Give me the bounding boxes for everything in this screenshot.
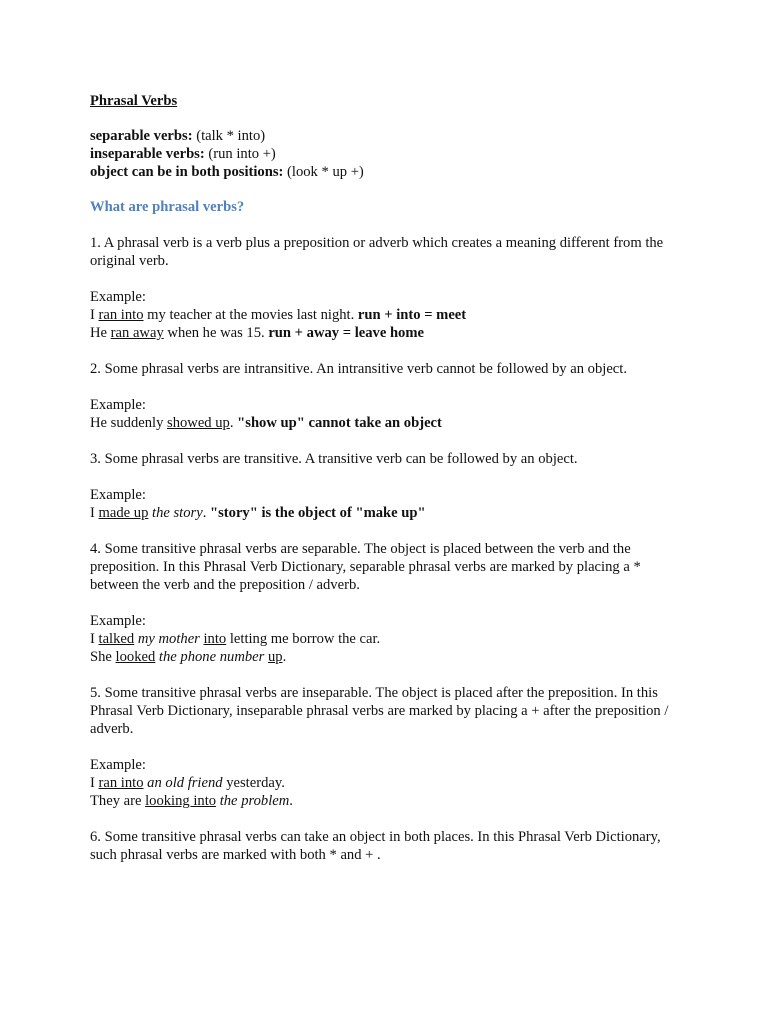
section-heading: What are phrasal verbs? (90, 199, 245, 215)
legend-both (90, 163, 690, 181)
page-title (90, 92, 690, 110)
text-span: run + away = leave home (268, 325, 424, 341)
example-line (90, 414, 690, 432)
text-span: letting me borrow the car. (226, 631, 381, 647)
example-label: Example: (90, 613, 146, 629)
text-span: She (90, 649, 116, 665)
text-span: into (203, 631, 227, 647)
text-span: showed up (167, 415, 230, 431)
paragraph-4: 4. Some transitive phrasal verbs are separable. The object is placed between the verb and the preposition. In this Phrasal Verb Dictionary, separable phrasal verbs are marked by placing a * between the verb and the preposition / adverb. (90, 541, 641, 593)
text-span: I (90, 505, 99, 521)
example-label: Example: (90, 757, 146, 773)
example-line (90, 792, 690, 810)
text-span: He (90, 325, 111, 341)
text-span: (run into +) (208, 146, 276, 162)
text-span: an old friend (143, 775, 223, 791)
legend-separable (90, 127, 690, 145)
text-span: my teacher at the movies last night. (143, 307, 358, 323)
text-span: made up (98, 505, 149, 521)
paragraph-2: 2. Some phrasal verbs are intransitive. An intransitive verb cannot be followed by an object. (90, 361, 627, 377)
text-span: talked (98, 631, 135, 647)
text-span: inseparable verbs: (90, 146, 205, 162)
example-line (90, 306, 690, 324)
text-span: I (90, 307, 99, 323)
text-span: yesterday. (222, 775, 285, 791)
text-span: my mother (134, 631, 204, 647)
text-span: Phrasal Verbs (90, 93, 178, 109)
paragraph-3: 3. Some phrasal verbs are transitive. A transitive verb can be followed by an object. (90, 451, 578, 467)
text-span: looked (115, 649, 156, 665)
text-span: the phone number (155, 649, 268, 665)
paragraph-5: 5. Some transitive phrasal verbs are inseparable. The object is placed after the preposition. In this Phrasal Verb Dictionary, inseparable phrasal verbs are marked by placing a + after the preposition / adverb. (90, 685, 669, 737)
paragraph-6: 6. Some transitive phrasal verbs can take an object in both places. In this Phrasal Verb Dictionary, such phrasal verbs are marked with both * and + . (90, 829, 661, 863)
text-span: I (90, 631, 99, 647)
text-span: . (229, 415, 238, 431)
text-span: run + into = meet (357, 307, 467, 323)
document-content (90, 92, 690, 864)
example-line (90, 324, 690, 342)
text-span: . (202, 505, 210, 521)
example-label: Example: (90, 397, 146, 413)
text-span: the story (148, 505, 203, 521)
text-span: up (267, 649, 283, 665)
text-span: . (282, 649, 287, 665)
example-label: Example: (90, 487, 146, 503)
paragraph-1: 1. A phrasal verb is a verb plus a preposition or adverb which creates a meaning different from the original verb. (90, 235, 664, 269)
text-span: object can be in both positions: (90, 164, 284, 180)
example-line (90, 630, 690, 648)
example-label: Example: (90, 289, 146, 305)
text-span: "story" is the object of "make up" (210, 505, 426, 521)
text-span: . (289, 793, 293, 809)
text-span: They are (90, 793, 146, 809)
text-span: He suddenly (90, 415, 168, 431)
text-span: ran into (98, 307, 144, 323)
text-span: ran into (98, 775, 144, 791)
text-span: "show up" cannot take an object (237, 415, 442, 431)
text-span: the problem (216, 793, 290, 809)
text-span: (talk * into) (196, 128, 266, 144)
example-line (90, 774, 690, 792)
text-span: (look * up +) (287, 164, 364, 180)
text-span: when he was 15. (163, 325, 269, 341)
text-span: looking into (145, 793, 217, 809)
text-span: ran away (110, 325, 164, 341)
example-line (90, 648, 690, 666)
text-span: I (90, 775, 99, 791)
legend-inseparable (90, 145, 690, 163)
example-line (90, 504, 690, 522)
text-span: separable verbs: (90, 128, 193, 144)
